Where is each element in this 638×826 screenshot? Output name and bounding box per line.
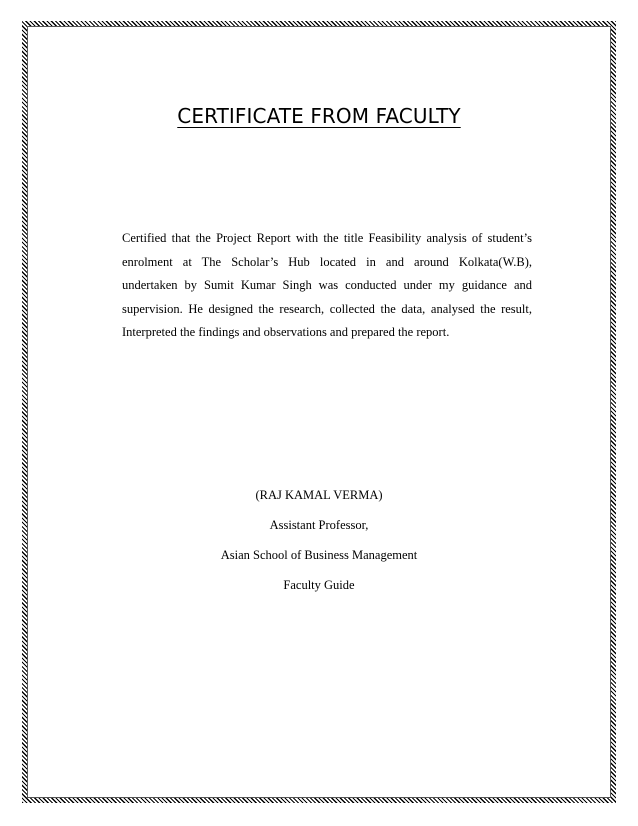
- faculty-institution: Asian School of Business Management: [220, 548, 418, 562]
- faculty-designation: Assistant Professor,: [269, 518, 369, 532]
- paragraph-line-1: Certified that the Project Report with the title Feasibility analysis of student’s: [122, 231, 532, 245]
- certificate-title: [0, 104, 638, 128]
- paragraph-line-5: Interpreted the findings and observations and prepared the report.: [122, 325, 450, 339]
- paragraph-line-4: supervision. He designed the research, collected the data, analysed the result,: [122, 301, 532, 316]
- faculty-name: (RAJ KAMAL VERMA): [255, 488, 383, 502]
- paragraph-line-2: enrolment at The Scholar’s Hub located in and around Kolkata(W.B),: [122, 254, 532, 269]
- signature-block: [0, 488, 638, 608]
- inner-border-line: [27, 26, 611, 798]
- certificate-paragraph: [122, 227, 532, 345]
- faculty-role: Faculty Guide: [283, 578, 355, 592]
- paragraph-line-3: undertaken by Sumit Kumar Singh was conducted under my guidance and: [122, 278, 532, 292]
- certificate-title-text: CERTIFICATE FROM FACULTY: [177, 104, 461, 128]
